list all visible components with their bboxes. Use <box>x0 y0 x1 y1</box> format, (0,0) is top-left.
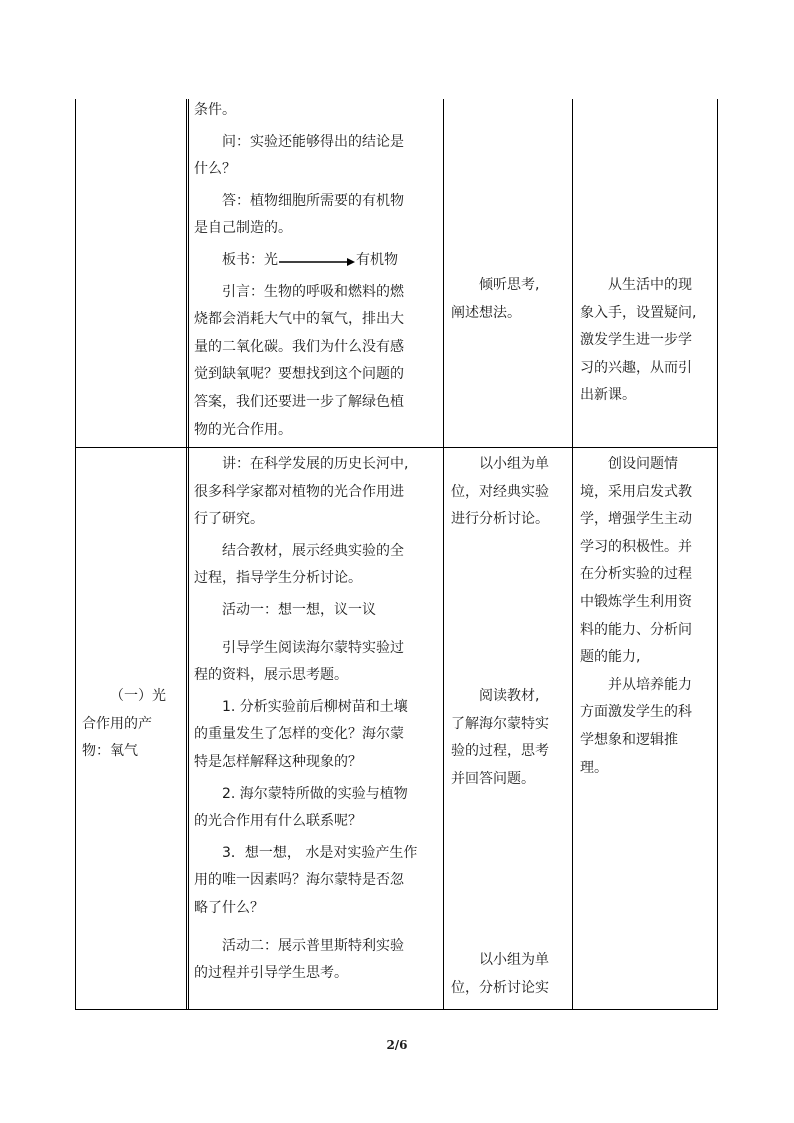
text-line: 并回答问题。 <box>451 770 535 787</box>
text-line: 活动一：想一想，议一议 <box>222 601 376 618</box>
text-line: 题的能力, <box>580 649 641 666</box>
text-line: 阅读教材, <box>479 688 540 704</box>
text-line: 答：植物细胞所需要的有机物 <box>222 192 404 209</box>
text-line: 问：实验还能够得出的结论是 <box>222 133 404 150</box>
text-line: 方面激发学生的科 <box>580 704 692 721</box>
board-suffix: 有机物 <box>356 251 398 268</box>
text-line: 结合教材，展示经典实验的全 <box>222 542 404 559</box>
text-line: 象入手，设置疑问, <box>580 304 697 321</box>
text-line: 什么？ <box>194 161 236 178</box>
text-line: 验的过程，思考 <box>451 743 549 760</box>
table-border-bottom <box>75 1009 718 1010</box>
text-line: 倾听思考, <box>479 277 540 293</box>
text-line: 进行分析讨论。 <box>451 511 549 528</box>
text-line: 觉到缺氧呢？要想找到这个问题的 <box>194 366 404 383</box>
row2-student-activity-1 <box>451 451 569 534</box>
text-line: 2. 海尔蒙特所做的实验与植物 <box>222 785 408 802</box>
text-line: 并从培养能力 <box>608 676 692 693</box>
text-line: 位，对经典实验 <box>451 483 549 500</box>
row2-student-activity-2 <box>451 683 569 793</box>
table-divider-1 <box>186 99 187 1010</box>
text-line: 物：氧气 <box>82 743 138 760</box>
text-line: 很多科学家都对植物的光合作用进 <box>194 483 404 500</box>
row2-section-title <box>82 683 184 766</box>
text-line: 用的唯一因素吗？海尔蒙特是否忽 <box>194 872 404 889</box>
board-writing <box>194 247 438 275</box>
board-prefix: 板书：光 <box>222 251 278 268</box>
text-line: 讲：在科学发展的历史长河中, <box>222 456 409 472</box>
text-line: 学想象和逻辑推 <box>580 731 678 748</box>
text-line: （一）光 <box>110 688 166 704</box>
text-line: 中锻炼学生利用资 <box>580 593 692 610</box>
text-line: 烧都会消耗大气中的氧气，排出大 <box>194 311 404 328</box>
row2-design-intent <box>580 451 714 782</box>
text-line: 答案，我们还要进一步了解绿色植 <box>194 393 404 410</box>
text-line: 学，增强学生主动 <box>580 511 692 528</box>
arrow-icon <box>279 254 355 266</box>
text-line: 条件。 <box>194 102 236 118</box>
text-line: 的过程并引导学生思考。 <box>194 965 348 982</box>
table-border-right <box>717 99 718 1010</box>
table-divider-3 <box>572 99 573 1010</box>
text-line: 特是怎样解释这种现象的？ <box>194 753 362 770</box>
text-line: 引言：生物的呼吸和燃料的燃 <box>222 283 404 300</box>
table-divider-2 <box>443 99 444 1010</box>
text-line: 习的兴趣，从而引 <box>580 359 692 376</box>
text-line: 行了研究。 <box>194 511 264 528</box>
text-line: 活动二：展示普里斯特利实验 <box>222 937 404 954</box>
row2-teacher-activity <box>194 451 438 988</box>
text-line: 了解海尔蒙特实 <box>451 715 549 732</box>
text-line: 物的光合作用。 <box>194 421 292 438</box>
row1-student-activity <box>451 272 569 327</box>
row-separator <box>75 447 718 448</box>
text-line: 以小组为单 <box>479 456 549 472</box>
text-line: 略了什么？ <box>194 899 264 916</box>
table-divider-1b <box>188 99 189 1010</box>
text-line: 在分析实验的过程 <box>580 566 692 583</box>
text-line: 3．想一想， 水是对实验产生作 <box>222 844 418 861</box>
text-line: 是自己制造的。 <box>194 220 292 237</box>
row1-teacher-activity <box>194 97 438 444</box>
text-line: 位，分析讨论实 <box>451 979 549 996</box>
text-line: 学习的积极性。并 <box>580 538 692 555</box>
text-line: 激发学生进一步学 <box>580 332 692 349</box>
text-line: 创设问题情 <box>608 456 678 472</box>
text-line: 从生活中的现 <box>608 277 692 293</box>
text-line: 的重量发生了怎样的变化？海尔蒙 <box>194 726 404 743</box>
text-line: 境，采用启发式教 <box>580 483 692 500</box>
text-line: 合作用的产 <box>82 715 152 732</box>
text-line: 的光合作用有什么联系呢？ <box>194 813 362 830</box>
page-number: 2/6 <box>386 1038 408 1052</box>
text-line: 阐述想法。 <box>451 304 521 321</box>
text-line: 1. 分析实验前后柳树苗和土壤 <box>222 698 408 715</box>
text-line: 引导学生阅读海尔蒙特实验过 <box>222 639 404 656</box>
text-line: 过程，指导学生分析讨论。 <box>194 570 362 587</box>
text-line: 程的资料，展示思考题。 <box>194 667 348 684</box>
text-line: 量的二氧化碳。我们为什么没有感 <box>194 338 404 355</box>
row1-design-intent <box>580 272 714 410</box>
text-line: 出新课。 <box>580 387 636 404</box>
table-border-left <box>75 99 76 1010</box>
text-line: 以小组为单 <box>479 952 549 968</box>
text-line: 理。 <box>580 759 608 776</box>
text-line: 料的能力、分析问 <box>580 621 692 638</box>
row2-student-activity-3 <box>451 947 569 1002</box>
